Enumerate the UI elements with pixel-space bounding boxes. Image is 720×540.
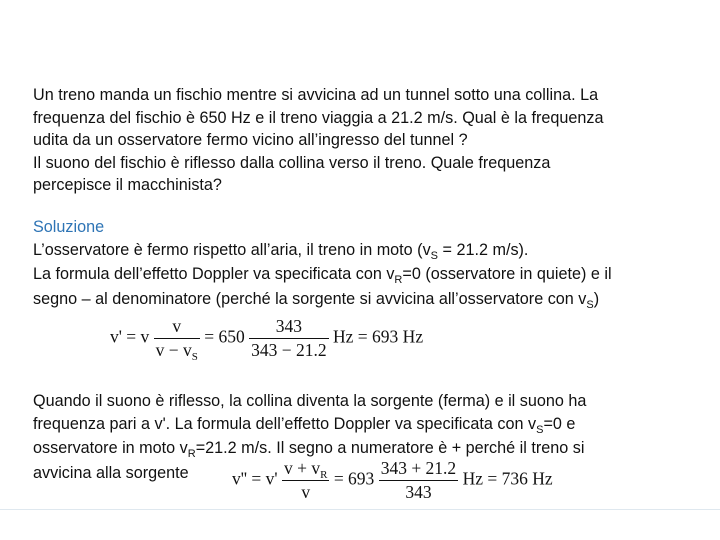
- text-run: v − v: [155, 340, 192, 360]
- denominator: 343: [405, 482, 432, 502]
- denominator: [154, 340, 200, 361]
- subscript: R: [394, 274, 403, 286]
- bottom-divider: [0, 509, 720, 510]
- reflection-line: [33, 413, 693, 438]
- subscript: S: [586, 298, 594, 311]
- numerator: v: [172, 316, 182, 336]
- numerator: [282, 458, 329, 479]
- reflection-line: Quando il suono è riflesso, la collina diventa la sorgente (ferma) e il suono ha: [33, 392, 587, 410]
- fraction-bar: [249, 338, 329, 339]
- denominator: v: [301, 482, 311, 502]
- text-run: v + v: [283, 458, 321, 478]
- formula-lhs: v'' = v': [232, 468, 278, 489]
- doppler-formula-2: [232, 458, 553, 503]
- text-run: La formula dell’effetto Doppler va specificata con v: [33, 265, 395, 283]
- fraction: [154, 316, 200, 361]
- solution-line: [33, 263, 693, 288]
- numerator: 343: [275, 316, 303, 336]
- text-run: ): [593, 289, 600, 308]
- solution-line: [33, 288, 693, 313]
- text-run: osservatore in moto v: [33, 439, 188, 457]
- problem-line: Il suono del fischio è riflesso dalla collina verso il treno. Quale frequenza: [33, 153, 551, 172]
- fraction: [282, 458, 329, 503]
- problem-line: percepisce il macchinista?: [33, 176, 222, 194]
- text-run: =0 e: [543, 414, 576, 433]
- text-run: L’osservatore è fermo rispetto all’aria, il treno in moto (v: [33, 240, 431, 259]
- formula-lhs: v' = v: [110, 326, 150, 347]
- problem-line: udita da un osservatore fermo vicino all’ingresso del tunnel ?: [33, 131, 468, 149]
- denominator: 343 − 21.2: [251, 340, 327, 360]
- fraction-bar: [154, 338, 200, 339]
- fraction: [249, 316, 329, 361]
- problem-line: Un treno manda un fischio mentre si avvicina ad un tunnel sotto una collina. La: [33, 86, 599, 104]
- formula-term: = 693: [333, 468, 375, 489]
- subscript: R: [320, 469, 328, 481]
- text-run: frequenza pari a v'. La formula dell’effetto Doppler va specificata con v: [33, 414, 537, 433]
- doppler-formula-1: [110, 316, 423, 361]
- formula-result: Hz = 693 Hz: [333, 326, 424, 347]
- formula-result: Hz = 736 Hz: [462, 468, 553, 489]
- problem-statement: [33, 84, 693, 197]
- text-run: = 21.2 m/s).: [438, 240, 529, 259]
- solution-heading: Soluzione: [33, 218, 105, 236]
- subscript: S: [536, 423, 544, 436]
- reflection-line: avvicina alla sorgente: [33, 463, 189, 482]
- subscript: S: [191, 351, 198, 363]
- subscript: R: [187, 448, 196, 460]
- solution-line: [33, 239, 693, 264]
- fraction-bar: [379, 480, 459, 481]
- problem-line: frequenza del fischio è 650 Hz e il treno viaggia a 21.2 m/s. Qual è la frequenza: [33, 108, 604, 127]
- text-run: =0 (osservatore in quiete) e il: [402, 265, 612, 283]
- fraction: [379, 458, 459, 503]
- text-run: =21.2 m/s. Il segno a numeratore è + perché il treno si: [195, 439, 585, 457]
- solution-section: [33, 216, 693, 312]
- formula-term: = 650: [204, 326, 245, 347]
- numerator: 343 + 21.2: [380, 458, 457, 478]
- text-run: segno – al denominatore (perché la sorgente si avvicina all’osservatore con v: [33, 289, 587, 308]
- subscript: S: [430, 249, 439, 262]
